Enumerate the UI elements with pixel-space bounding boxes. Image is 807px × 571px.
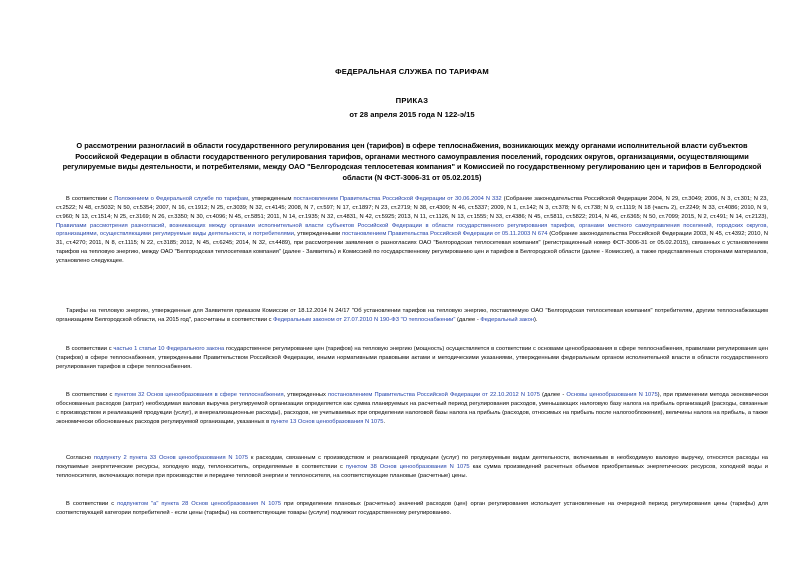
paragraph-3: В соответствии с частью 1 статьи 10 Федерального закона государственное регулирование цен (тарифов) на тепловую энергию (мощность) осуществляется в соответствии с основами ценообразования в сфере теплоснабжения, правилами регулирования цен (тарифов) в сфере теплоснабжения, утвержденными Правительством Российской Федерации, иными нормативными правовыми актами и методическими указаниями, утвержденными федеральным органом исполнительной власти в области государственного регулирования тарифов в сфере теплоснабжения. — [56, 346, 769, 370]
link-article-10[interactable]: частью 1 статьи 10 Федерального закона — [113, 346, 225, 352]
link-item-38[interactable]: пунктом 38 Основ ценообразования N 1075 — [345, 463, 470, 470]
link-subitem-a-item-28[interactable]: подпунктом "а" пункта 28 Основ ценообразования N 1075 — [117, 501, 282, 507]
link-decree-332[interactable]: постановлением Правительства Российской Федерации от 30.06.2004 N 332 — [293, 196, 502, 202]
document-title: О рассмотрении разногласий в области государственного регулирования цен (тарифов) в сфере теплоснабжения, возникающих между органами исполнительной власти субъектов Российской Федерации в области государственного регулирования тарифов, органами местного самоуправления поселений, городских округов, организациями, осуществляющими регулируемые виды деятельности, и потребителями, между ОАО "Белгородская теплосетевая компания" и Комиссией по государственному регулированию цен и тарифов в Белгородской области (N ФСТ-3006-31 от 05.02.2015) — [62, 141, 762, 182]
link-subitem-2-item-33[interactable]: подпункту 2 пункта 33 Основ ценообразования N 1075 — [93, 455, 249, 461]
link-fst-regulation[interactable]: Положением о Федеральной службе по тарифам — [114, 196, 249, 202]
link-disagreement-rules[interactable]: Правилами рассмотрения разногласий, возникающих между органами исполнительной власти субъектов Российской Федерации в области государственного регулирования тарифов, органами местного самоуправления поселений, городских округов, организациями, осуществляющими регулируемые виды деятельности, и потребителями — [56, 222, 768, 238]
paragraph-6: В соответствии с подпунктом "а" пункта 28 Основ ценообразования N 1075 при определении плановых (расчетных) значений расходов (цен) орган регулирования использует установленные на очередной период регулирования цены (тарифы) для соответствующей категории потребителей - если цены (тарифы) на соответствующие товары (услуги) подлежат государственному регулированию. — [56, 501, 768, 516]
link-decree-1075[interactable]: постановлением Правительства Российской Федерации от 22.10.2012 N 1075 — [328, 392, 540, 398]
link-federal-law[interactable]: Федеральный закон — [480, 316, 535, 323]
doc-date-number: от 28 апреля 2015 года N 122-э/15 — [349, 110, 475, 119]
doc-type-heading: ПРИКАЗ — [395, 96, 429, 105]
paragraph-5: Согласно подпункту 2 пункта 33 Основ ценообразования N 1075 к расходам, связанным с производством и реализацией продукции (услуг) по регулируемым видам деятельности, включаемым в необходимую валовую выручку, относятся расходы на покупаемые энергетические ресурсы, холодную воду, теплоноситель, определяемые в соответствии с пунктом 38 Основ ценообразования N 1075 как сумма произведений расчетных объемов приобретаемых энергетических ресурсов, холодной воды и теплоносителя, включающих потери при производстве и передаче тепловой энергии и теплоносителя, на соответствующие плановые (расчетные) цены. — [56, 455, 768, 479]
paragraph-2: Тарифы на тепловую энергию, утвержденные для Заявителя приказом Комиссии от 18.12.2014 N 24/17 "Об установлении тарифов на тепловую энергию, поставляемую ОАО "Белгородская теплосетевая компания" потребителям, другим теплоснабжающим организациям Белгородской области, на 2015 год", рассчитаны в соответствии с Федеральным законом от 27.07.2010 N 190-ФЗ "О теплоснабжении" (далее - Федеральный закон). — [56, 308, 768, 323]
link-item-13[interactable]: пункте 13 Основ ценообразования N 1075 — [270, 418, 384, 425]
link-pricing-basics-1075[interactable]: Основы ценообразования N 1075 — [566, 392, 658, 398]
paragraph-4: В соответствии с пунктом 32 Основ ценообразования в сфере теплоснабжения, утвержденных постановлением Правительства Российской Федерации от 22.10.2012 N 1075 (далее - Основы ценообразования N 1075), при применении метода экономически обоснованных расходов (затрат) необходимая валовая выручка регулируемой организации определяется как сумма планируемых на расчетный период регулирования расходов, уменьшающих налоговую базу налога на прибыль организаций (расходы, связанные с производством и реализацией продукции (услуг), и внереализационные расходы), расходов, не учитываемых при определении налоговой базы налога на прибыль (расходов, относимых на прибыль после налогообложения), величины налога на прибыль, а также экономически обоснованных расходов регулируемой организации, указанных в пункте 13 Основ ценообразования N 1075. — [56, 392, 768, 425]
paragraph-1: В соответствии с Положением о Федеральной службе по тарифам, утвержденным постановлением Правительства Российской Федерации от 30.06.2004 N 332 (Собрание законодательства Российской Федерации 2004, N 29, ст.3049; 2006, N 3, ст.301; N 23, ст.2522; N 48, ст.5032; N 50, ст.5354; 2007, N 16, ст.1912; N 25, ст.3039; N 32, ст.4145; 2008, N 7, ст.597; N 17, ст.1897; N 23, ст.2719; N 38, ст.4309; N 46, ст.5337; 2009, N 1, ст.142; N 3, ст.378; N 6, ст.738; N 9, ст.1119; N 18 (часть 2), ст.2249; N 33, ст.4086; 2010, N 9, ст.960; N 13, ст.1514; N 25, ст.3169; N 26, ст.3350; N 30, ст.4096; N 45, ст.5851; 2011, N 14, ст.1935; N 32, ст.4831, N 42, ст.5925; 2013, N 11, ст.1126, N 13, ст.1555; N 33, ст.4386; N 45, ст.5811, ст.5822; 2014, N 46, ст.6365; N 50, ст.7099; 2015, N 2, ст.491; N 14, ст.2123), Правилами рассмотрения разногласий, возникающих между органами исполнительной власти субъектов Российской Федерации в области государственного регулирования тарифов, органами местного самоуправления поселений, городских округов, организациями, осуществляющими регулируемые виды деятельности, и потребителями, утвержденными постановлением Правительства Российской Федерации от 05.11.2003 N 674 (Собрание законодательства Российской Федерации 2003, N 45, ст.4392; 2010, N 31, ст.4270; 2011, N 8, ст.1115; N 22, ст.3185; 2012, N 45, ст.6245; 2014, N 32, ст.4489), при рассмотрении заявления о разногласиях ОАО "Белгородская теплосетевая компания" (регистрационный номер ФСТ-3006-31 от 05.02.2015), связанных с установлением тарифов на тепловую энергию, между ОАО "Белгородская теплосетевая компания" (далее - Заявитель) и Комиссией по государственному регулированию цен и тарифов в Белгородской области (далее - Комиссия), а также представленных сторонами материалов, установлено следующее. — [56, 196, 768, 264]
agency-heading: ФЕДЕРАЛЬНАЯ СЛУЖБА ПО ТАРИФАМ — [335, 67, 489, 76]
link-item-32[interactable]: пунктом 32 Основ ценообразования в сфере теплоснабжения — [114, 392, 284, 398]
link-decree-674[interactable]: постановлением Правительства Российской Федерации от 05.11.2003 N 674 — [341, 231, 548, 238]
link-federal-law-190[interactable]: Федеральным законом от 27.07.2010 N 190-ФЗ "О теплоснабжении" — [273, 316, 456, 323]
